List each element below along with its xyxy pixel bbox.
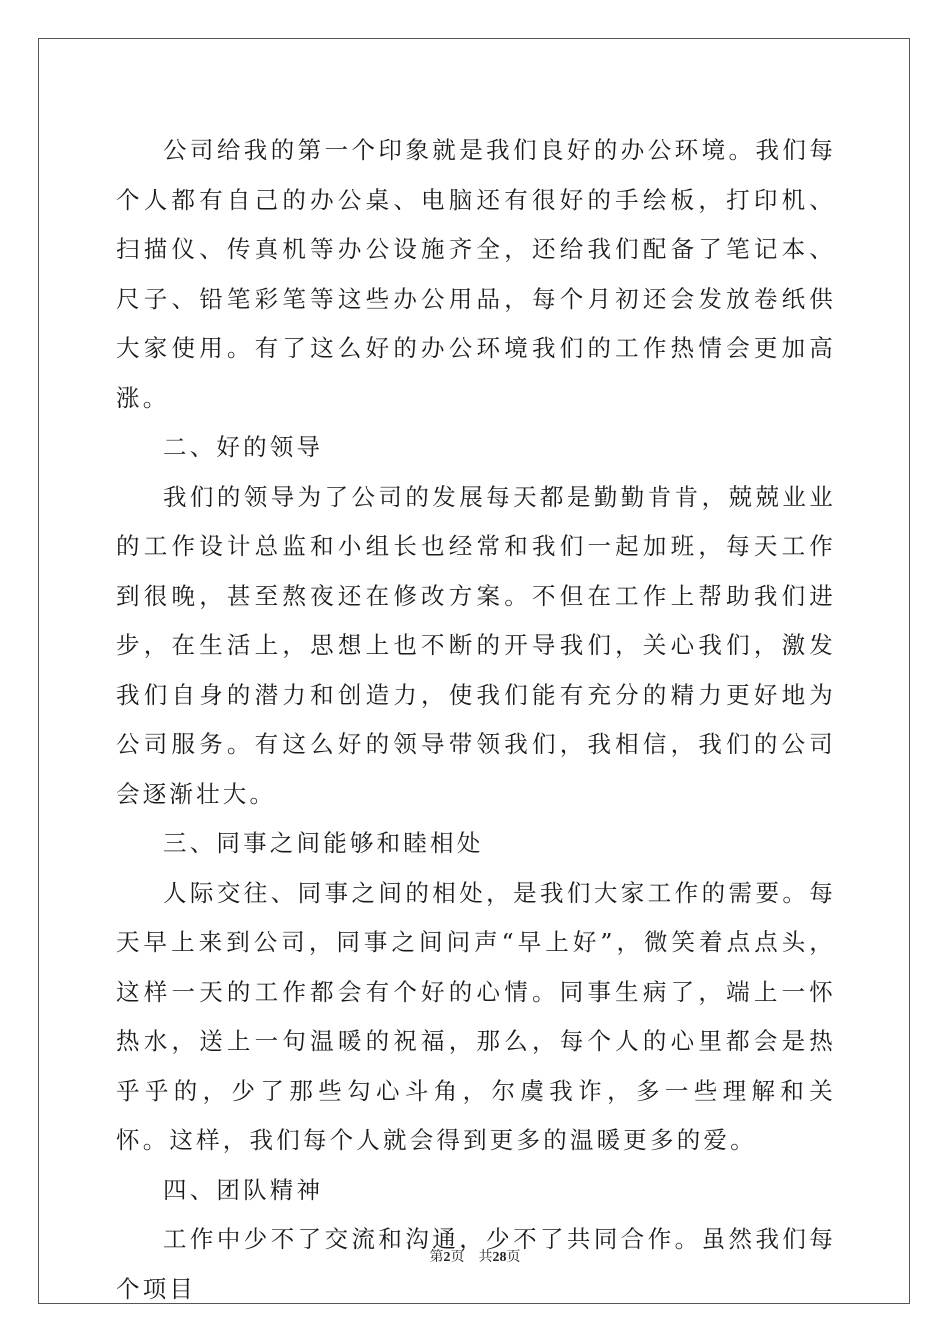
document-body <box>116 126 836 1314</box>
heading-colleague-harmony: 三、同事之间能够和睦相处 <box>163 829 484 857</box>
page-footer <box>0 1246 950 1266</box>
page-unit: 页 <box>450 1249 465 1265</box>
paragraph-office-environment: 公司给我的第一个印象就是我们良好的办公环境。我们每个人都有自己的办公桌、电脑还有很好的手绘板，打印机、扫描仪、传真机等办公设施齐全，还给我们配备了笔记本、尺子、铅笔彩笔等这些办公用品，每个月初还会发放卷纸供大家使用。有了这么好的办公环境我们的工作热情会更加高涨。 <box>116 136 836 412</box>
page-prefix: 第 <box>429 1249 444 1265</box>
total-prefix: 共 <box>478 1249 493 1265</box>
heading-team-spirit: 四、团队精神 <box>163 1175 324 1204</box>
total-unit: 页 <box>506 1249 521 1265</box>
paragraph-colleagues: 人际交往、同事之间的相处，是我们大家工作的需要。每天早上来到公司，同事之间问声“早上好”，微笑着点点头，这样一天的工作都会有个好的心情。同事生病了，端上一怀热水，送上一句温暖的祝福，那么，每个人的心里都会是热乎乎的，少了那些勾心斗角，尔虞我诈，多一些理解和关怀。这样，我们每个人就会得到更多的温暖更多的爱。 <box>116 878 836 1154</box>
paragraph-team-spirit: 工作中少不了交流和沟通，少不了共同合作。虽然我们每个项目 <box>116 1225 836 1303</box>
page-total: 28 <box>492 1250 507 1265</box>
paragraph-leadership: 我们的领导为了公司的发展每天都是勤勤肯肯，兢兢业业的工作设计总监和小组长也经常和我们一起加班，每天工作到很晚，甚至熬夜还在修改方案。不但在工作上帮助我们进步，在生活上，思想上也不断的开导我们，关心我们，激发我们自身的潜力和创造力，使我们能有充分的精力更好地为公司服务。有这么好的领导带领我们，我相信，我们的公司会逐渐壮大。 <box>116 482 836 808</box>
page-number: 2 <box>443 1250 451 1265</box>
heading-good-leadership: 二、好的领导 <box>163 433 324 461</box>
